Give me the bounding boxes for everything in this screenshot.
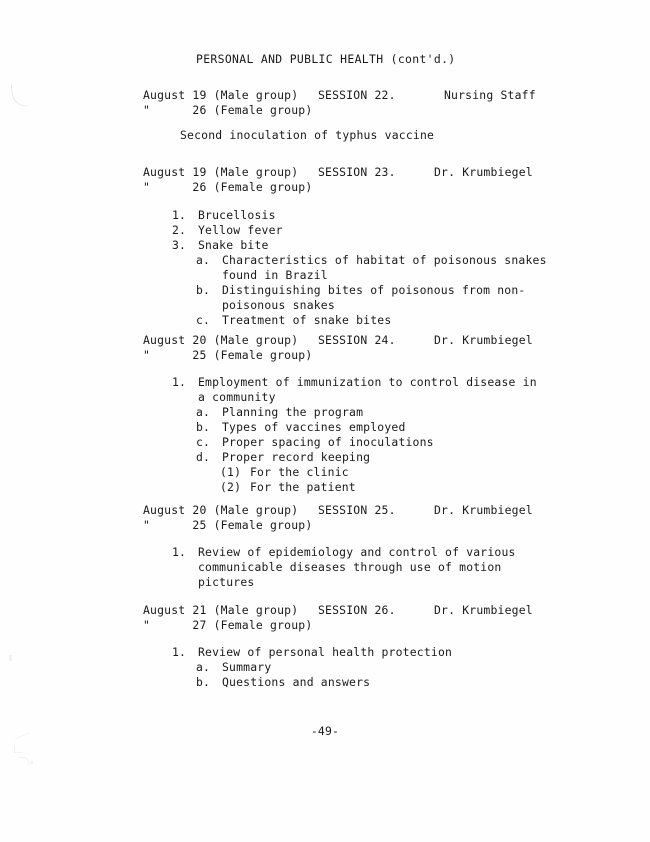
content-line — [198, 560, 501, 575]
content-text: For the clinic — [250, 465, 349, 479]
session-instructor: Nursing Staff — [444, 88, 536, 102]
list-marker: 3. — [172, 238, 187, 252]
content-text: found in Brazil — [222, 268, 328, 282]
list-marker: a. — [196, 253, 211, 267]
content-text: Review of epidemiology and control of various — [198, 545, 516, 559]
session-date-male: August 19 (Male group) — [143, 165, 299, 179]
content-line — [222, 268, 328, 283]
content-text: Snake bite — [198, 238, 269, 252]
session-block — [0, 503, 650, 534]
content-line — [222, 298, 335, 313]
session-date-female: " 26 (Female group) — [143, 103, 313, 117]
content-text: Types of vaccines employed — [222, 420, 406, 434]
session-header — [0, 603, 650, 634]
session-block — [0, 333, 650, 364]
content-text: pictures — [198, 575, 255, 589]
session-instructor: Dr. Krumbiegel — [434, 503, 533, 517]
session-date-male: August 20 (Male group) — [143, 333, 299, 347]
session-header — [0, 503, 650, 534]
session-number-label: SESSION 24. — [318, 333, 396, 347]
session-header-line-primary — [0, 603, 650, 618]
content-text: Characteristics of habitat of poisonous snakes — [222, 253, 547, 267]
content-text: Yellow fever — [198, 223, 283, 237]
session-block — [0, 88, 650, 119]
list-marker: b. — [196, 675, 211, 689]
content-text: Review of personal health protection — [198, 645, 453, 659]
margin-smudge — [19, 757, 29, 765]
session-header-line-primary — [0, 503, 650, 518]
content-line — [198, 575, 254, 590]
session-date-male: August 19 (Male group) — [143, 88, 299, 102]
content-text: Distinguishing bites of poisonous from non- — [222, 283, 526, 297]
content-line — [198, 390, 276, 405]
list-marker: b. — [196, 420, 211, 434]
content-text: For the patient — [250, 480, 356, 494]
session-header-line-primary — [0, 165, 650, 180]
session-header-line-secondary — [0, 348, 650, 363]
content-text: Planning the program — [222, 405, 364, 419]
list-marker: 2. — [172, 223, 187, 237]
list-marker: (2) — [220, 480, 242, 494]
content-text: Proper record keeping — [222, 450, 371, 464]
margin-speck — [30, 761, 33, 764]
content-line — [180, 128, 434, 143]
session-date-male: August 21 (Male group) — [143, 603, 299, 617]
page-number: -49- — [310, 724, 340, 738]
list-marker: b. — [196, 283, 211, 297]
session-block — [0, 165, 650, 196]
session-instructor: Dr. Krumbiegel — [434, 333, 533, 347]
session-number-label: SESSION 22. — [318, 88, 396, 102]
session-header — [0, 88, 650, 119]
session-instructor: Dr. Krumbiegel — [434, 165, 533, 179]
list-marker: a. — [196, 405, 211, 419]
session-header-line-secondary — [0, 518, 650, 533]
margin-smudge — [14, 745, 22, 753]
session-header-line-secondary — [0, 180, 650, 195]
margin-speck — [9, 655, 12, 661]
session-date-female: " 25 (Female group) — [143, 348, 313, 362]
content-text: Second inoculation of typhus vaccine — [180, 128, 435, 142]
list-marker: a. — [196, 660, 211, 674]
session-block — [0, 603, 650, 634]
list-marker: d. — [196, 450, 211, 464]
session-header — [0, 165, 650, 196]
content-text: Proper spacing of inoculations — [222, 435, 434, 449]
session-date-female: " 27 (Female group) — [143, 618, 313, 632]
session-header — [0, 333, 650, 364]
list-marker: c. — [196, 435, 211, 449]
list-marker: c. — [196, 313, 211, 327]
content-text: Treatment of snake bites — [222, 313, 392, 327]
content-text: Questions and answers — [222, 675, 371, 689]
session-date-male: August 20 (Male group) — [143, 503, 299, 517]
content-text: poisonous snakes — [222, 298, 335, 312]
session-number-label: SESSION 23. — [318, 165, 396, 179]
session-header-line-secondary — [0, 618, 650, 633]
session-header-line-primary — [0, 88, 650, 103]
list-marker: 1. — [172, 545, 187, 559]
list-marker: 1. — [172, 645, 187, 659]
session-date-female: " 26 (Female group) — [143, 180, 313, 194]
list-marker: 1. — [172, 375, 187, 389]
content-text: Summary — [222, 660, 272, 674]
session-date-female: " 25 (Female group) — [143, 518, 313, 532]
session-number-label: SESSION 25. — [318, 503, 396, 517]
content-text: communicable diseases through use of motion — [198, 560, 502, 574]
content-text: Employment of immunization to control disease in — [198, 375, 537, 389]
page-title: PERSONAL AND PUBLIC HEALTH (cont'd.) — [196, 52, 456, 66]
session-header-line-secondary — [0, 103, 650, 118]
session-header-line-primary — [0, 333, 650, 348]
list-marker: (1) — [220, 465, 242, 479]
content-text: a community — [198, 390, 276, 404]
content-text: Brucellosis — [198, 208, 276, 222]
session-instructor: Dr. Krumbiegel — [434, 603, 533, 617]
list-marker: 1. — [172, 208, 187, 222]
session-number-label: SESSION 26. — [318, 603, 396, 617]
